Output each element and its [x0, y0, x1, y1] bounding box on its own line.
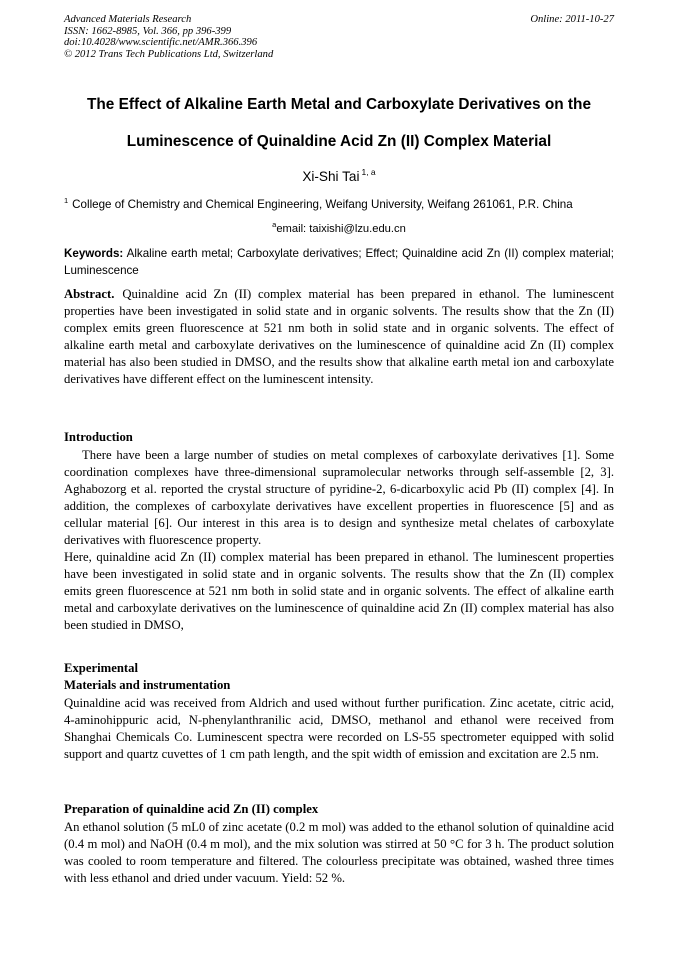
introduction-paragraph-2: Here, quinaldine acid Zn (II) complex material has been prepared in ethanol. The luminescent properties have been investigated in solid state and in organic solvents. The results show that the Zn (II) complex emits green fluorescence at 521 nm both in solid state and in organic solvents. The effect of alkaline earth metal and carboxylate derivatives on the luminescence of quinaldine acid Zn (II) complex material has also been studied in DMSO,	[64, 550, 614, 632]
author-line	[0, 167, 678, 184]
affiliation	[64, 196, 614, 211]
materials-paragraph	[64, 695, 614, 763]
keywords-text: Alkaline earth metal; Carboxylate derivatives; Effect; Quinaldine acid Zn (II) complex material; Luminescence	[64, 247, 614, 277]
email-line	[0, 220, 678, 235]
email-text[interactable]: email: taixishi@lzu.edu.cn	[276, 223, 406, 235]
copyright-line: © 2012 Trans Tech Publications Ltd, Switzerland	[64, 48, 274, 60]
preparation-text: An ethanol solution (5 mL0 of zinc acetate (0.2 m mol) was added to the ethanol solution of quinaldine acid (0.4 m mol) and NaOH (0.4 m mol), and the mix solution was stirred at 50 °C for 3 h. The product solution was cooled to room temperature and filtered. The colourless precipitate was obtained, washed three times with less ethanol and dried under vacuum. Yield: 52 %.	[64, 820, 614, 885]
journal-name: Advanced Materials Research	[64, 14, 192, 25]
issn-line: ISSN: 1662-8985, Vol. 366, pp 396-399	[64, 25, 232, 37]
materials-heading: Materials and instrumentation	[64, 678, 231, 692]
introduction-body	[64, 447, 614, 634]
page-header	[64, 14, 614, 60]
email-superscript: a	[272, 220, 277, 229]
introduction-paragraph-1: There have been a large number of studies on metal complexes of carboxylate derivatives [1]. Some coordination complexes have three-dimensional supramolecular networks through self-assemble [2, 3]. Aghabozorg et al. reported the crystal structure of pyridine-2, 6-dicarboxylic acid Pb (II) complex [4]. In addition, the complexes of carboxylate derivatives have excellent properties in fluorescence [5] and as cellular material [6]. Our interest in this area is to design and synthesize metal chelates of carboxylate derivatives with fluorescence property.	[64, 448, 614, 547]
keywords-label: Keywords:	[64, 247, 124, 260]
materials-text: Quinaldine acid was received from Aldrich and used without further purification. Zinc acetate, citric acid, 4-aminohippuric acid, N-phenylanthranilic acid, DMSO, methanol and ethanol were received from Shanghai Chemicals Co. Luminescent spectra were recorded on LS-55 spectrometer equipped with solid support and quartz cuvettes of 1 cm path length, and the spit width of emission and excitation are 2.5 nm.	[64, 696, 614, 761]
introduction-heading: Introduction	[64, 430, 133, 444]
author-name: Xi-Shi Tai	[302, 169, 360, 184]
abstract	[64, 286, 614, 388]
abstract-text: Quinaldine acid Zn (II) complex material has been prepared in ethanol. The luminescent properties have been investigated in solid state and in organic solvents. The results show that the Zn (II) complex emits green fluorescence at 521 nm both in solid state and in organic solvents. The effect of alkaline earth metal and carboxylate derivatives on the luminescence of quinaldine acid Zn (II) complex material has also been studied in DMSO, and the results show that alkaline earth metal ion and carboxylate derivatives have different effect on the luminescent intensity.	[64, 287, 614, 386]
paper-title-line-1: The Effect of Alkaline Earth Metal and Carboxylate Derivatives on the	[86, 96, 592, 113]
abstract-label: Abstract.	[64, 287, 115, 301]
online-date: Online: 2011-10-27	[530, 14, 614, 25]
preparation-paragraph	[64, 819, 614, 887]
affiliation-superscript: 1	[64, 196, 69, 205]
author-superscript: 1, a	[361, 167, 376, 177]
keywords	[64, 245, 614, 279]
paper-title-line-2: Luminescence of Quinaldine Acid Zn (II) Complex Material	[126, 133, 552, 150]
experimental-heading: Experimental	[64, 661, 139, 675]
preparation-heading: Preparation of quinaldine acid Zn (II) complex	[64, 802, 319, 816]
doi-line: doi:10.4028/www.scientific.net/AMR.366.396	[64, 37, 258, 48]
affiliation-text: College of Chemistry and Chemical Engineering, Weifang University, Weifang 261061, P.R. China	[72, 198, 573, 211]
